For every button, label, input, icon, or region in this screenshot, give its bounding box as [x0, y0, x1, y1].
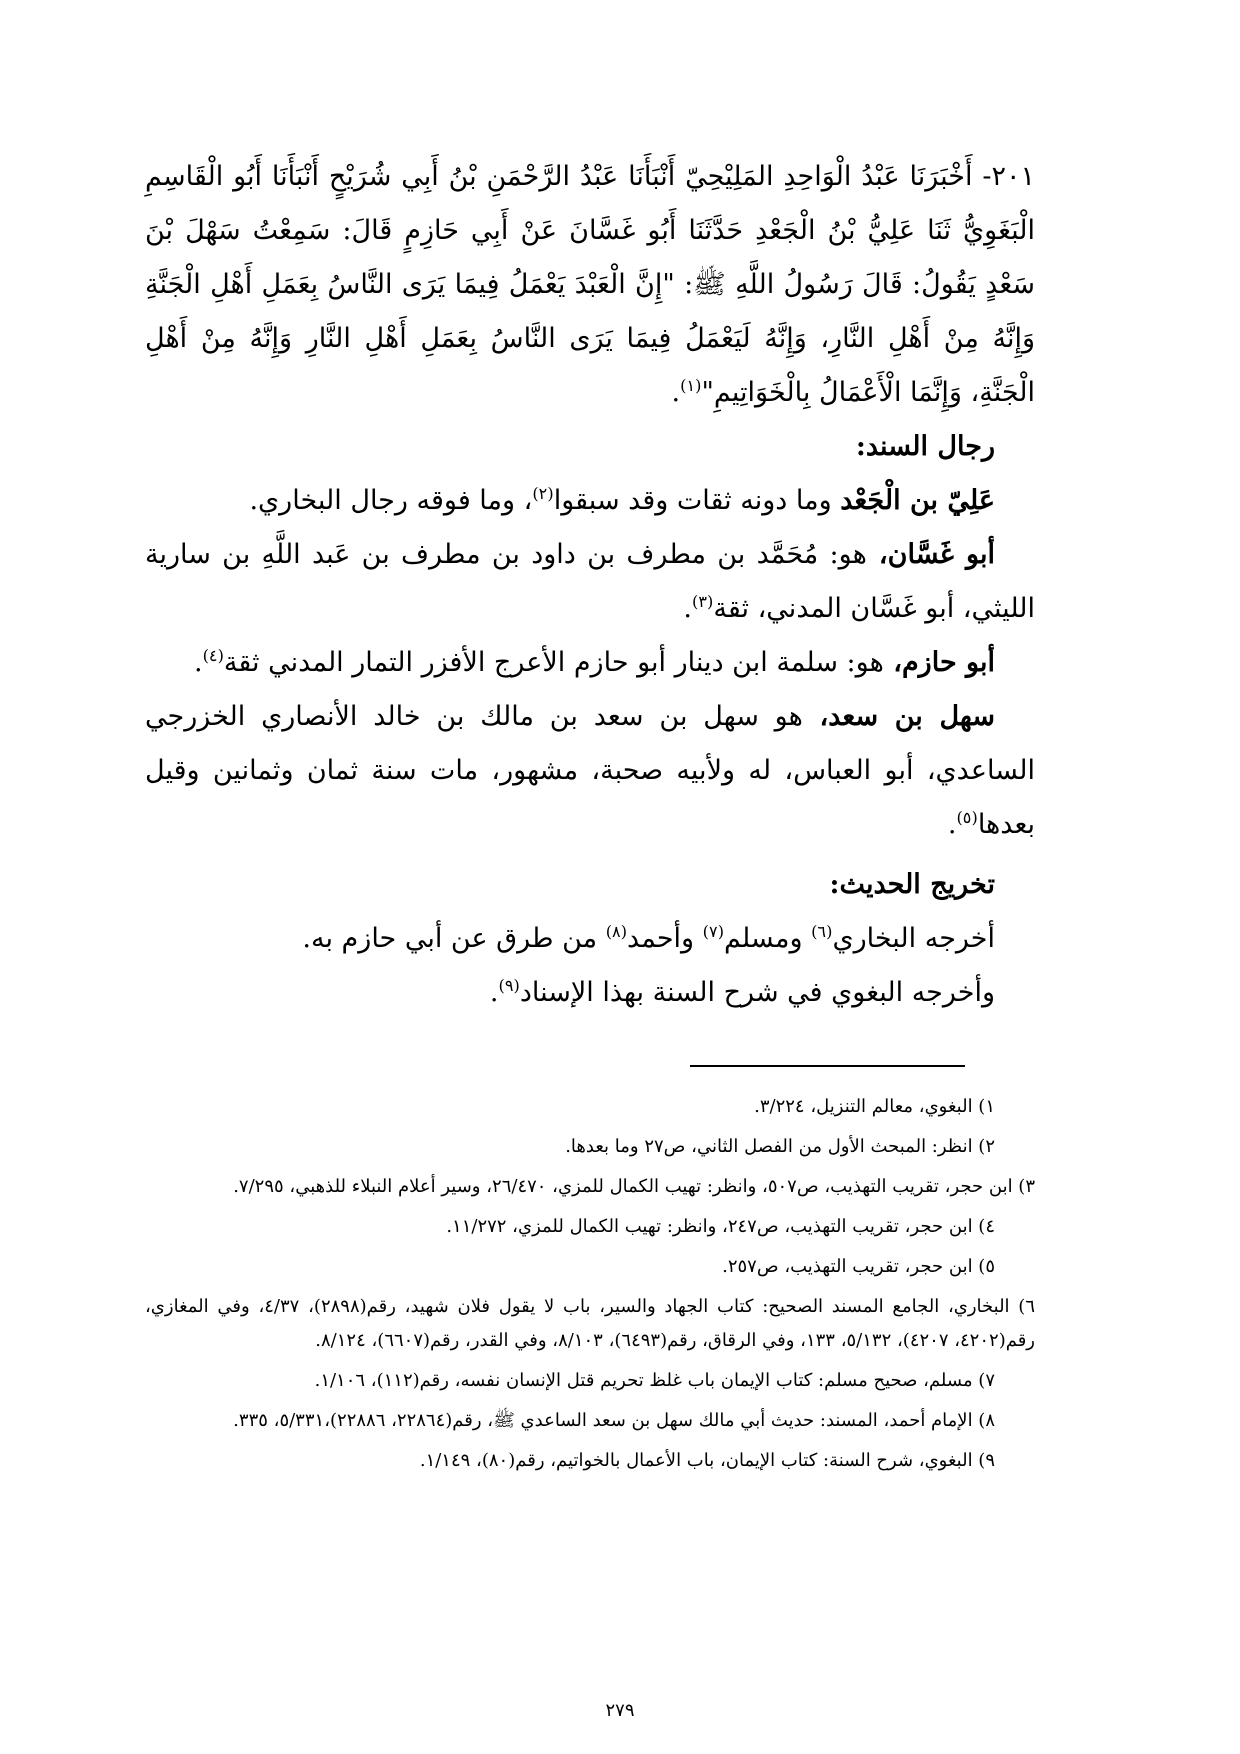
takhrij-line-2: وأخرجه البغوي في شرح السنة بهذا الإسناد$^{(٩)}$.	[489, 976, 995, 1008]
narrator-sahl: سهل بن سعد، هو سهل بن سعد بن مالك بن خالد الأنصاري الخزرجي الساعدي، أبو العباس، له ولأبيه صحبة، مشهور، مات سنة ثمان وثمانين وقيل بعدها$^{(٥)}$.	[145, 701, 1035, 840]
footnote-ref[interactable]: (٣)	[692, 592, 714, 611]
footnote-ref[interactable]: (١)	[680, 376, 702, 395]
page-number: ٢٧٩	[605, 1700, 635, 1721]
footnotes	[145, 1090, 1035, 1484]
footnote-ref[interactable]: (٩)	[498, 976, 520, 995]
footnote-9: ٩) البغوي، شرح السنة: كتاب الإيمان، باب الأعمال بالخواتيم، رقم(٨٠)، ١/١٤٩.	[419, 1450, 995, 1471]
footnote-ref[interactable]: (٧)	[702, 922, 725, 941]
footnote-5: ٥) ابن حجر، تقريب التهذيب، ص٢٥٧.	[722, 1256, 995, 1277]
footnote-ref[interactable]: (٥)	[956, 808, 978, 827]
footnote-4: ٤) ابن حجر، تقريب التهذيب، ص٢٤٧، وانظر: تهيب الكمال للمزي، ١١/٢٧٢.	[446, 1216, 995, 1237]
footnote-2: ٢) انظر: المبحث الأول من الفصل الثاني، ص٢٧ وما بعدها.	[565, 1136, 995, 1157]
hadith-text: ٢٠١- أَخْبَرَنَا عَبْدُ الْوَاحِدِ المَلِيْحِيّ أَنْبَأَنَا عَبْدُ الرَّحْمَنِ بْنُ أَبِي شُرَيْحٍ أَنْبَأَنَا أَبُو الْقَاسِمِ الْبَغَوِيُّ ثَنَا عَلِيُّ بْنُ الْجَعْدِ حَدَّثَنَا أَبُو غَسَّانَ عَنْ أَبِي حَازِمٍ قَالَ: سَمِعْتُ سَهْلَ بْنَ سَعْدٍ يَقُولُ: قَالَ رَسُولُ اللَّهِ ﷺ: "إِنَّ الْعَبْدَ يَعْمَلُ فِيمَا يَرَى النَّاسُ بِعَمَلِ أَهْلِ الْجَنَّةِ وَإِنَّهُ مِنْ أَهْلِ النَّارِ، وَإِنَّهُ لَيَعْمَلُ فِيمَا يَرَى النَّاسُ بِعَمَلِ أَهْلِ النَّارِ وَإِنَّهُ مِنْ أَهْلِ الْجَنَّةِ، وَإِنَّمَا الْأَعْمَالُ بِالْخَوَاتِيمِ"	[145, 161, 1035, 408]
footnote-3: ٣) ابن حجر، تقريب التهذيب، ص٥٠٧، وانظر: تهيب الكمال للمزي، ٢٦/٤٧٠، وسير أعلام النبلاء للذهبي، ٧/٢٩٥.	[233, 1176, 1035, 1197]
narrator-hazim: أبو حازم، هو: سلمة ابن دينار أبو حازم الأعرج الأفزر التمار المدني ثقة$^{(٤)}$.	[193, 646, 995, 678]
footnote-divider	[690, 1065, 965, 1067]
footnote-7: ٧) مسلم، صحيح مسلم: كتاب الإيمان باب غلظ تحريم قتل الإنسان نفسه، رقم(١١٢)، ١/١٠٦.	[314, 1370, 995, 1391]
rijal-heading: رجال السند:	[855, 431, 995, 462]
takhrij-line-1: أخرجه البخاري$^{(٦)}$ ومسلم$^{(٧)}$ وأحمد$^{(٨)}$ من طرق عن أبي حازم به.	[302, 922, 995, 954]
footnote-6: ٦) البخاري، الجامع المسند الصحيح: كتاب الجهاد والسير، باب لا يقول فلان شهيد، رقم(٢٨٩٨)، ٤/٣٧، وفي المغازي، رقم(٤٢٠٢، ٤٢٠٧)، ٥/١٣٢، ١٣٣، وفي الرقاق، رقم(٦٤٩٣)، ٨/١٠٣، وفي القدر، رقم(٦٦٠٧)، ٨/١٢٤.	[145, 1296, 1036, 1351]
takhrij-heading: تخريج الحديث:	[829, 869, 995, 900]
narrator-name: أبو غَسَّان،	[866, 539, 995, 570]
footnote-1: ١) البغوي، معالم التنزيل، ٣/٢٢٤.	[754, 1096, 995, 1117]
footnote-8: ٨) الإمام أحمد، المسند: حديث أبي مالك سهل بن سعد الساعدي ﷺ، رقم(٢٢٨٦٤، ٢٢٨٨٦)،٥/٣٣١، ٣٣٥.	[233, 1410, 995, 1431]
footnote-ref[interactable]: (٦)	[811, 922, 833, 941]
narrator-name: أبو حازم،	[883, 647, 995, 678]
narrator-ghassan: أبو غَسَّان، هو: مُحَمَّد بن مطرف بن داود بن مطرف بن عَبد اللَّهِ بن سارية الليثي، أبو غَسَّان المدني، ثقة$^{(٣)}$.	[145, 539, 1035, 624]
hadith-paragraph: ٢٠١- أَخْبَرَنَا عَبْدُ الْوَاحِدِ المَلِيْحِيّ أَنْبَأَنَا عَبْدُ الرَّحْمَنِ بْنُ أَبِي شُرَيْحٍ أَنْبَأَنَا أَبُو الْقَاسِمِ الْبَغَوِيُّ ثَنَا عَلِيُّ بْنُ الْجَعْدِ حَدَّثَنَا أَبُو غَسَّانَ عَنْ أَبِي حَازِمٍ قَالَ: سَمِعْتُ سَهْلَ بْنَ سَعْدٍ يَقُولُ: قَالَ رَسُولُ اللَّهِ ﷺ: "إِنَّ الْعَبْدَ يَعْمَلُ فِيمَا يَرَى النَّاسُ بِعَمَلِ أَهْلِ الْجَنَّةِ وَإِنَّهُ مِنْ أَهْلِ النَّارِ، وَإِنَّهُ لَيَعْمَلُ فِيمَا يَرَى النَّاسُ بِعَمَلِ أَهْلِ النَّارِ وَإِنَّهُ مِنْ أَهْلِ الْجَنَّةِ، وَإِنَّمَا الْأَعْمَالُ بِالْخَوَاتِيمِ"$^{(١)}$.	[145, 161, 1035, 408]
narrator-name: عَلِيّ بن الْجَعْد	[840, 485, 995, 516]
footnote-ref[interactable]: (٨)	[605, 922, 628, 941]
main-text	[145, 150, 1035, 1020]
narrator-name: سهل بن سعد،	[802, 701, 995, 732]
footnote-ref[interactable]: (٢)	[532, 484, 554, 503]
narrator-ali: عَلِيّ بن الْجَعْد وما دونه ثقات وقد سبقوا$^{(٢)}$، وما فوقه رجال البخاري.	[249, 484, 995, 516]
footnote-ref[interactable]: (٤)	[202, 646, 224, 665]
